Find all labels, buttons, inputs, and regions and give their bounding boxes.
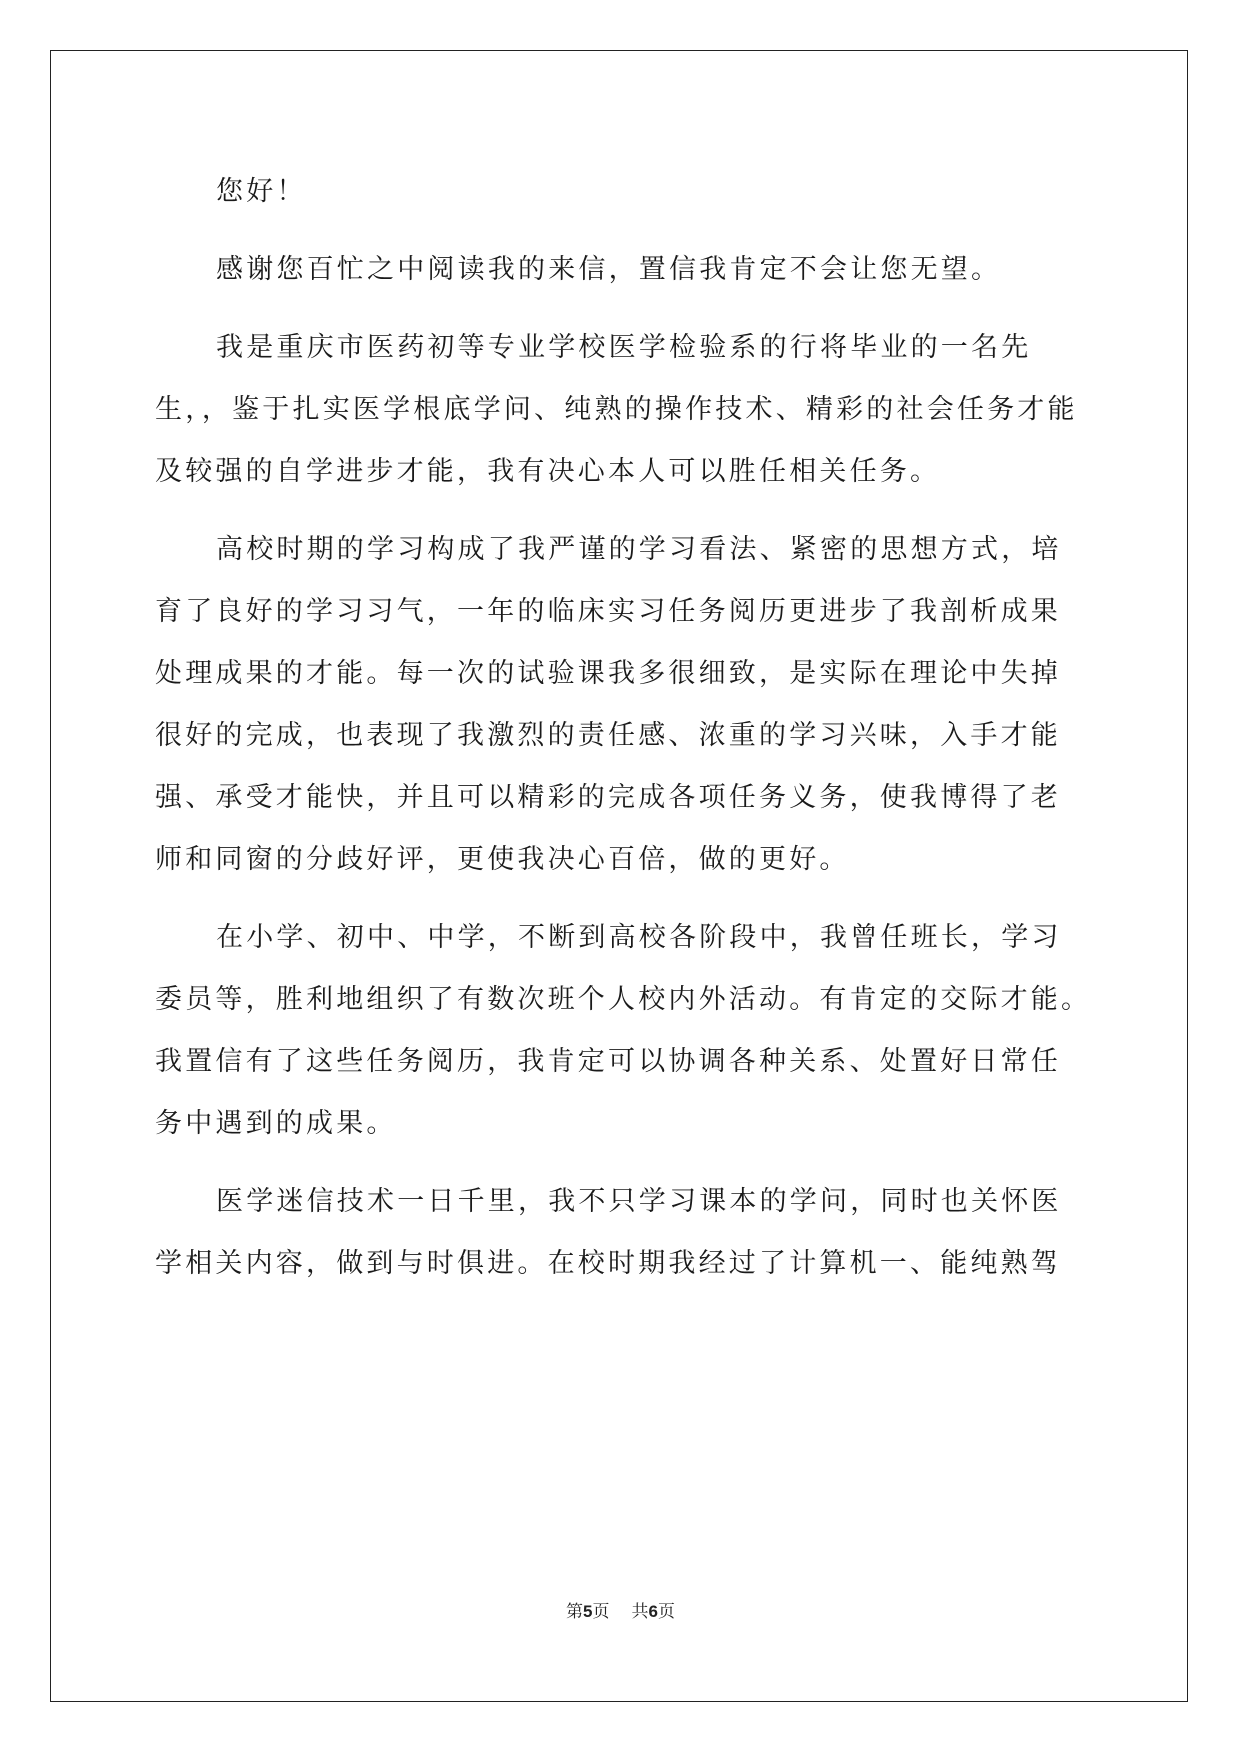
paragraph-line: 师和同窗的分歧好评，更使我决心百倍，做的更好。 xyxy=(155,844,850,875)
paragraph-line: 高校时期的学习构成了我严谨的学习看法、紧密的思想方式，培 xyxy=(216,534,1062,565)
paragraph-line: 医学迷信技术一日千里，我不只学习课本的学问，同时也关怀医 xyxy=(216,1186,1062,1217)
page-total: 6 xyxy=(648,1602,658,1621)
paragraph-line: 及较强的自学进步才能，我有决心本人可以胜任相关任务。 xyxy=(155,456,941,487)
page-footer xyxy=(0,1600,1241,1624)
page-prefix: 第 xyxy=(566,1602,584,1622)
paragraph-line: 我置信有了这些任务阅历，我肯定可以协调各种关系、处置好日常任 xyxy=(155,1046,1061,1077)
paragraph-line: 感谢您百忙之中阅读我的来信，置信我肯定不会让您无望。 xyxy=(216,254,1002,285)
paragraph-line: 育了良好的学习习气，一年的临床实习任务阅历更进步了我剖析成果 xyxy=(155,596,1061,627)
greeting: 您好！ xyxy=(216,176,307,207)
total-suffix: 页 xyxy=(657,1602,675,1622)
page-current: 5 xyxy=(583,1602,593,1621)
paragraph-line: 很好的完成，也表现了我激烈的责任感、浓重的学习兴味，入手才能 xyxy=(155,720,1061,751)
paragraph-line: 务中遇到的成果。 xyxy=(155,1108,397,1139)
paragraph-line: 学相关内容，做到与时俱进。在校时期我经过了计算机一、能纯熟驾 xyxy=(155,1248,1061,1279)
page-suffix: 页 xyxy=(592,1602,610,1622)
paragraph-line: 委员等，胜利地组织了有数次班个人校内外活动。有肯定的交际才能。 xyxy=(155,984,1092,1015)
paragraph-line: 强、承受才能快，并且可以精彩的完成各项任务义务，使我博得了老 xyxy=(155,782,1061,813)
paragraph-line: 生，，鉴于扎实医学根底学问、纯熟的操作技术、精彩的社会任务才能 xyxy=(155,394,1078,425)
paragraph-line: 在小学、初中、中学，不断到高校各阶段中，我曾任班长，学习 xyxy=(216,922,1062,953)
paragraph-line: 处理成果的才能。每一次的试验课我多很细致，是实际在理论中失掉 xyxy=(155,658,1061,689)
paragraph-line: 我是重庆市医药初等专业学校医学检验系的行将毕业的一名先 xyxy=(216,332,1032,363)
total-prefix: 共 xyxy=(631,1602,649,1622)
